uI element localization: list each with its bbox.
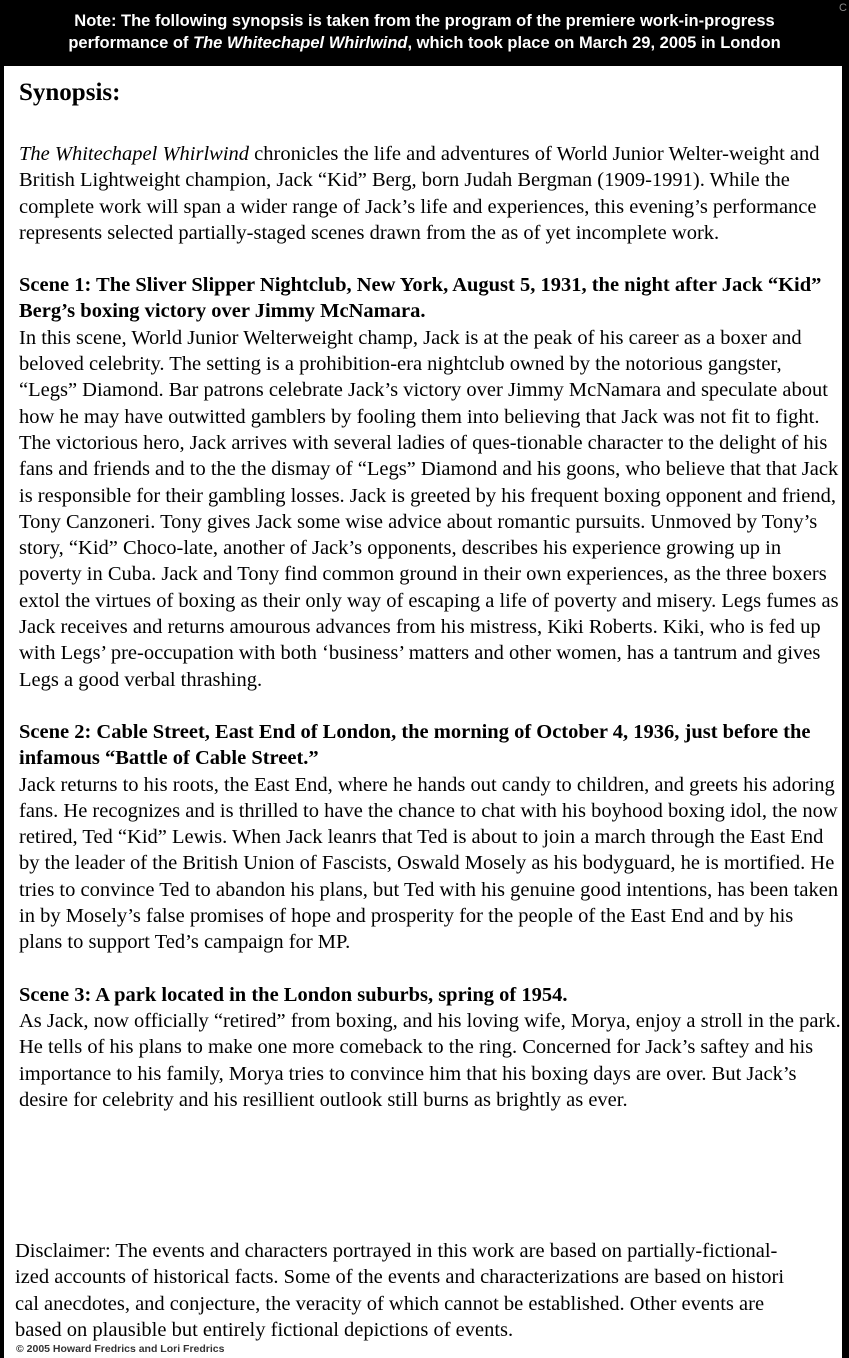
disclaimer-line-1: Disclaimer: The events and characters portrayed in this work are based on partially-fictional- <box>15 1240 778 1262</box>
scene-1-body: In this scene, World Junior Welterweight champ, Jack is at the peak of his career as a boxer and beloved celebrity. The setting is a prohibition-era nightclub owned by the notorious gangster, “Legs” Diamond. Bar patrons celebrate Jack’s victory over Jimmy McNamara and speculate about how he may have outwitted gamblers by fooling them into believing that Jack was not fit to fight. The victorious hero, Jack arrives with several ladies of ques-tionable character to the delight of his fans and friends and to the the dismay of “Legs” Diamond and his goons, who believe that that Jack is responsible for their gambling losses. Jack is greeted by his frequent boxing opponent and friend, Tony Canzoneri. Tony gives Jack some wise advice about romantic pursuits. Unmoved by Tony’s story, “Kid” Choco-late, another of Jack’s opponents, describes his experience growing up in poverty in Cuba. Jack and Tony find common ground in their own experiences, as the three boxers extol the virtues of boxing as their only way of escaping a life of poverty and misery. Legs fumes as Jack receives and returns amourous advances from his mistress, Kiki Roberts. Kiki, who is fed up with Legs’ pre-occupation with both ‘business’ matters and other women, has a tantrum and gives Legs a good verbal thrashing. <box>19 326 839 691</box>
header-line-2 <box>0 32 849 54</box>
disclaimer-line-2: ized accounts of historical facts. Some of the events and characterizations are based on histori <box>15 1266 785 1289</box>
document-page <box>4 66 842 1358</box>
intro-work-title: The Whitechapel Whirlwind <box>19 143 250 165</box>
header-line-2-after: , which took place on March 29, 2005 in London <box>407 34 781 52</box>
intro-text: chronicles the life and adventures of World Junior Welter-weight and British Lightweight champion, Jack “Kid” Berg, born Judah Bergman (1909-1991). While the complete work will span a wider range of Jack’s life and experiences, this evening’s performance represents selected partially-staged scenes drawn from the as of yet incomplete work. <box>19 143 820 244</box>
header-line-2-before: performance of <box>68 34 194 52</box>
disclaimer-line-4: based on plausible but entirely fictional depictions of events. <box>15 1318 514 1341</box>
corner-mark: C <box>839 2 847 14</box>
scene-1 <box>19 272 841 693</box>
header-work-title: The Whitechapel Whirlwind <box>193 34 408 52</box>
scene-3-heading: Scene 3: A park located in the London suburbs, spring of 1954. <box>19 983 568 1006</box>
program-note-header <box>0 0 849 66</box>
scene-3-body: As Jack, now officially “retired” from boxing, and his loving wife, Morya, enjoy a stroll in the park. He tells of his plans to make one more comeback to the ring. Concerned for Jack’s saftey and his importance to his family, Morya tries to convince him that his boxing days are over. But Jack’s desire for celebrity and his resillient outlook still burns as brightly as ever. <box>19 1009 841 1111</box>
disclaimer <box>15 1238 842 1343</box>
scene-2-heading: Scene 2: Cable Street, East End of London, the morning of October 4, 1936, just before the infamous “Battle of Cable Street.” <box>19 720 811 770</box>
header-line-1: Note: The following synopsis is taken from the program of the premiere work-in-progress <box>74 12 775 30</box>
synopsis-title: Synopsis: <box>19 79 121 106</box>
scene-3 <box>19 982 841 1113</box>
scene-2 <box>19 719 841 956</box>
scene-1-heading: Scene 1: The Sliver Slipper Nightclub, New York, August 5, 1931, the night after Jack “Kid” Berg’s boxing victory over Jimmy McNamara. <box>19 274 822 323</box>
synopsis-intro <box>19 141 841 246</box>
disclaimer-line-3: cal anecdotes, and conjecture, the veracity of which cannot be established. Other events are <box>15 1292 765 1315</box>
copyright-notice: © 2005 Howard Fredrics and Lori Fredrics <box>16 1343 225 1355</box>
scene-2-body: Jack returns to his roots, the East End, where he hands out candy to children, and greets his adoring fans. He recognizes and is thrilled to have the chance to chat with his boyhood boxing idol, the now retired, Ted “Kid” Lewis. When Jack leanrs that Ted is about to join a march through the East End by the leader of the British Union of Fascists, Oswald Mosely as his bodyguard, he is mortified. He tries to convince Ted to abandon his plans, but Ted with his genuine good intentions, has been taken in by Mosely’s false promises of hope and prosperity for the people of the East End and by his plans to support Ted’s campaign for MP. <box>19 773 839 954</box>
synopsis-content <box>19 77 841 1139</box>
